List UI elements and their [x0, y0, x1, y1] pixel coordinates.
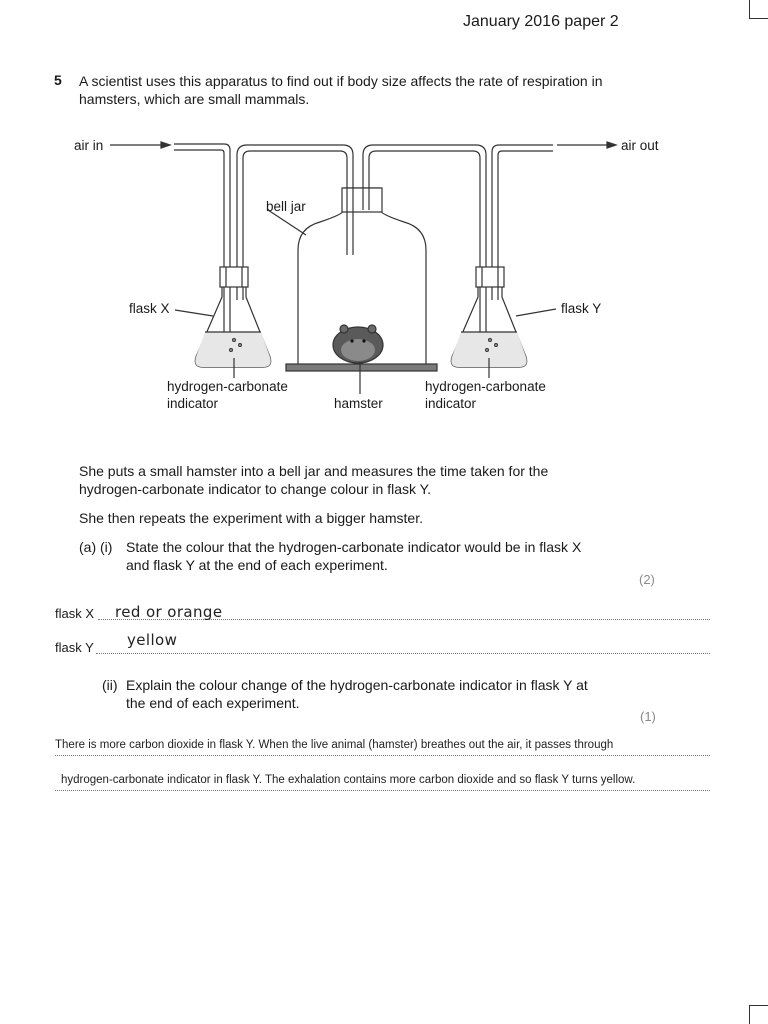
answer-explanation-line-2[interactable]: hydrogen-carbonate indicator in flask Y. The exhalation contains more carbon dioxide and so flask Y turns yellow.	[61, 774, 636, 786]
indicator-right-label-1: hydrogen-carbonate	[425, 379, 546, 394]
flask-x	[195, 267, 270, 367]
answer-explanation-rule-1	[55, 755, 710, 756]
body-paragraph-2: She then repeats the experiment with a bigger hamster.	[79, 510, 423, 526]
flask-x-leader	[175, 310, 213, 316]
flask-x-label: flask X	[129, 301, 170, 316]
air-in-label: air in	[74, 138, 104, 153]
crop-mark-top-right	[749, 0, 768, 19]
answer-flask-y-line	[96, 653, 710, 654]
part-a-ii-marks: (1)	[640, 709, 656, 724]
bell-jar-label: bell jar	[266, 199, 306, 214]
part-a-ii-label: (ii)	[102, 677, 118, 693]
question-intro-line-1: A scientist uses this apparatus to find out if body size affects the rate of respiration in	[79, 73, 603, 89]
part-a-ii-question-line-2: the end of each experiment.	[126, 695, 300, 711]
part-a-i-question-line-2: and flask Y at the end of each experiment.	[126, 557, 388, 573]
hamster-label: hamster	[334, 396, 383, 411]
part-a-i-marks: (2)	[639, 572, 655, 587]
indicator-left-label-1: hydrogen-carbonate	[167, 379, 288, 394]
flask-y-label: flask Y	[561, 301, 602, 316]
page-header-title: January 2016 paper 2	[463, 13, 619, 30]
part-a-i-question-line-1: State the colour that the hydrogen-carbonate indicator would be in flask X	[126, 539, 582, 555]
flask-y-leader	[516, 309, 556, 316]
answer-flask-x-label: flask X	[55, 606, 95, 621]
body-paragraph-1-line-2: hydrogen-carbonate indicator to change colour in flask Y.	[79, 481, 432, 497]
air-in-arrow	[110, 142, 170, 148]
crop-mark-bottom-right	[749, 1005, 768, 1024]
body-paragraph-1-line-1: She puts a small hamster into a bell jar and measures the time taken for the	[79, 463, 549, 479]
question-number: 5	[54, 72, 62, 88]
indicator-right-label-2: indicator	[425, 396, 477, 411]
answer-flask-y-label: flask Y	[55, 640, 94, 655]
question-intro-line-2: hamsters, which are small mammals.	[79, 91, 310, 107]
flask-y	[451, 267, 526, 367]
part-a-ii-question-line-1: Explain the colour change of the hydrogen-carbonate indicator in flask Y at	[126, 677, 588, 693]
answer-flask-y-text[interactable]: yellow	[127, 631, 178, 649]
air-out-label: air out	[621, 138, 659, 153]
indicator-left-label-2: indicator	[167, 396, 219, 411]
part-a-i-label: (a) (i)	[79, 539, 113, 555]
air-out-arrow	[557, 142, 616, 148]
hamster-illustration	[333, 325, 383, 363]
answer-explanation-line-1[interactable]: There is more carbon dioxide in flask Y. When the live animal (hamster) breathes out the air, it passes through	[55, 739, 614, 751]
answer-flask-x-text[interactable]: red or orange	[115, 603, 223, 621]
answer-explanation-rule-2	[55, 790, 710, 791]
